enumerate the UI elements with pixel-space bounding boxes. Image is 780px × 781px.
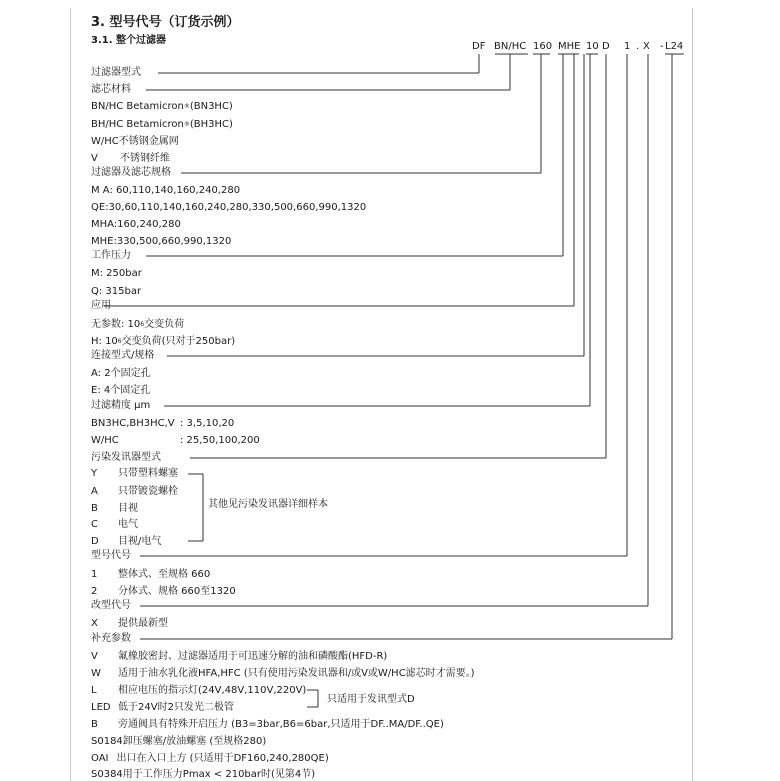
pressure-q: Q: 315bar xyxy=(91,286,142,297)
sub-heading: 3.1. 整个过滤器 xyxy=(91,35,166,46)
indicator-c-code: C xyxy=(91,519,98,530)
size-mha: MHA:160,240,280 xyxy=(91,219,181,230)
page-heading: 3. 型号代号（订货示例） xyxy=(91,15,240,30)
indicator-a-desc: 只带镀瓷螺栓 xyxy=(118,486,178,497)
label-filter-type: 过滤器型式 xyxy=(91,67,141,78)
label-model: 型号代号 xyxy=(91,550,131,561)
supp-led-code: LED xyxy=(91,702,111,713)
code-mhe: MHE xyxy=(558,41,581,52)
code-precision: 10 xyxy=(586,41,599,52)
precision-bn-label: BN3HC,BH3HC,V xyxy=(91,418,175,429)
precision-bn-values: : 3,5,10,20 xyxy=(180,418,235,429)
code-size: 160 xyxy=(533,41,553,52)
indicator-b-code: B xyxy=(91,503,98,514)
application-none: 无参数: $10^6$交变负荷 xyxy=(91,319,185,330)
supp-led-desc: 低于24V时2只发光二极管 xyxy=(118,702,234,713)
label-element-material: 滤芯材料 xyxy=(91,84,131,95)
supp-s0184: S0184卸压螺塞/放油螺塞 (至规格280) xyxy=(91,736,267,747)
mod-x-code: X xyxy=(91,618,98,629)
precision-whc-values: : 25,50,100,200 xyxy=(180,435,260,446)
label-precision: 过滤精度 μm xyxy=(91,400,151,411)
label-pressure: 工作压力 xyxy=(91,250,131,261)
label-application: 应用 xyxy=(91,300,111,311)
label-supplementary: 补充参数 xyxy=(91,633,131,644)
code-mod: X xyxy=(643,41,650,52)
supp-s0384: S0384用于工作压力Pmax < 210bar时(见第4节) xyxy=(91,769,316,780)
connection-e: E: 4个固定孔 xyxy=(91,385,151,396)
indicator-d-desc: 目视/电气 xyxy=(118,536,162,547)
size-mhe: MHE:330,500,660,990,1320 xyxy=(91,236,232,247)
code-indicator: D xyxy=(602,41,610,52)
supp-v-code: V xyxy=(91,651,98,662)
material-v-code: V xyxy=(91,153,98,164)
model-1-desc: 整体式、至规格 660 xyxy=(118,569,211,580)
indicator-c-desc: 电气 xyxy=(118,519,138,530)
indicator-a-code: A xyxy=(91,486,98,497)
material-bn3hc: BN/HC Betamicron®(BN3HC) xyxy=(91,101,233,112)
code-model: 1 xyxy=(624,41,631,52)
code-dot: . xyxy=(636,41,640,52)
supp-b-code: B xyxy=(91,719,98,730)
supp-w-desc: 适用于油水乳化液HFA,HFC (只有使用污染发讯器和/或V或W/HC滤芯时才需要。) xyxy=(118,668,475,679)
supp-l-desc: 相应电压的指示灯(24V,48V,110V,220V) xyxy=(118,685,307,696)
model-2-desc: 分体式、规格 660至1320 xyxy=(118,586,236,597)
supp-l-code: L xyxy=(91,685,97,696)
material-bh3hc: BH/HC Betamicron®(BH3HC) xyxy=(91,119,233,130)
supp-b-desc: 旁通阀具有特殊开启压力 (B3=3bar,B6=6bar,只适用于DF..MA/DF..QE) xyxy=(118,719,444,730)
model-1-code: 1 xyxy=(91,569,98,580)
material-v-desc: 不锈钢纤维 xyxy=(120,153,170,164)
indicator-b-desc: 目视 xyxy=(118,503,138,514)
supp-l-note: 只适用于发讯型式D xyxy=(327,694,415,705)
material-whc: W/HC不锈钢金属网 xyxy=(91,136,179,147)
code-df: DF xyxy=(472,41,486,52)
indicator-y-code: Y xyxy=(91,468,98,479)
label-indicator: 污染发讯器型式 xyxy=(91,452,161,463)
label-connection: 连接型式/规格 xyxy=(91,350,155,361)
size-ma: M A: 60,110,140,160,240,280 xyxy=(91,185,241,196)
label-filter-sizes: 过滤器及滤芯规格 xyxy=(91,167,171,178)
code-supp: L24 xyxy=(665,41,684,52)
indicator-d-code: D xyxy=(91,536,99,547)
supp-v-desc: 氟橡胶密封、过滤器适用于可迅速分解的油和磷酸酯(HFD-R) xyxy=(118,651,388,662)
label-modification: 改型代号 xyxy=(91,600,131,611)
connection-a: A: 2个固定孔 xyxy=(91,368,151,379)
pressure-m: M: 250bar xyxy=(91,268,142,279)
code-dash: - xyxy=(660,41,664,52)
size-qe: QE:30,60,110,140,160,240,280,330,500,660,990,1320 xyxy=(91,202,367,213)
indicator-y-desc: 只带塑料螺塞 xyxy=(118,468,178,479)
supp-oai: OAI 出口在入口上方 (只适用于DF160,240,280QE) xyxy=(91,753,329,764)
model-2-code: 2 xyxy=(91,586,98,597)
precision-whc-label: W/HC xyxy=(91,435,119,446)
code-bnhc: BN/HC xyxy=(494,41,527,52)
indicator-note: 其他见污染发讯器详细样本 xyxy=(208,499,328,510)
application-h: H: $10^6$交变负荷(只对于250bar) xyxy=(91,336,236,347)
mod-x-desc: 提供最新型 xyxy=(118,618,168,629)
supp-w-code: W xyxy=(91,668,101,679)
